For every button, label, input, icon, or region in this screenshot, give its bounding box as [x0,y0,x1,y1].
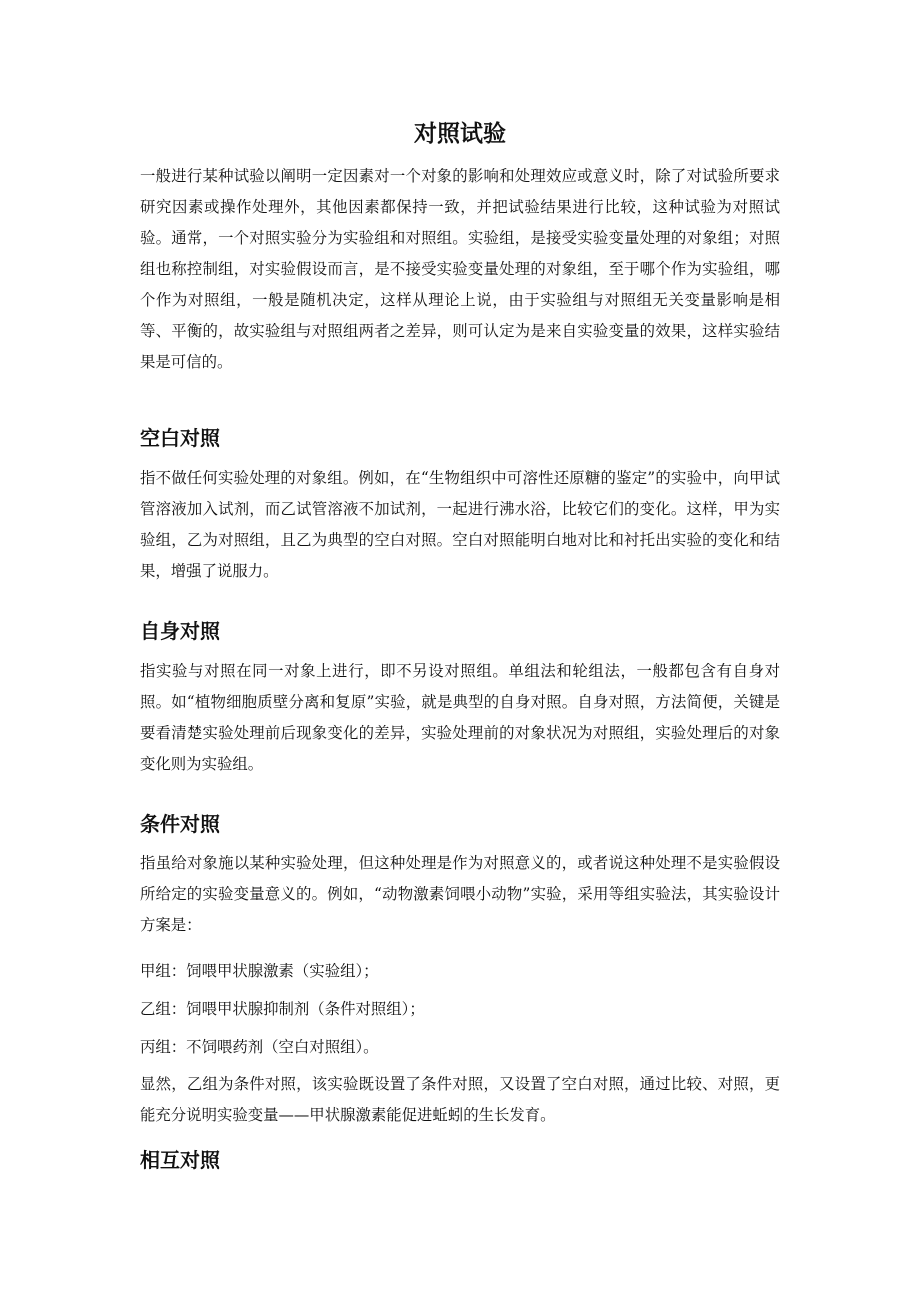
group-item-yi: 乙组：饲喂甲状腺抑制剂（条件对照组）； [140,1000,425,1018]
heading-self-control: 自身对照 [140,619,220,643]
intro-paragraph: 一般进行某种试验以阐明一定因素对一个对象的影响和处理效应或意义时，除了对试验所要求研究因素或操作处理外，其他因素都保持一致，并把试验结果进行比较，这种试验为对照试验。通常，一个对照实验分为实验组和对照组。实验组，是接受实验变量处理的对象组；对照组也称控制组，对实验假设而言，是不接受实验变量处理的对象组，至于哪个作为实验组，哪个作为对照组，一般是随机决定，这样从理论上说，由于实验组与对照组无关变量影响是相等、平衡的，故实验组与对照组两者之差异，则可认定为是来自实验变量的效果，这样实验结果是可信的。 [140,167,780,371]
group-item-jia: 甲组：饲喂甲状腺激素（实验组）； [140,962,379,980]
heading-blank-control: 空白对照 [140,426,220,450]
heading-mutual-control: 相互对照 [140,1148,220,1172]
heading-condition-control: 条件对照 [140,812,220,836]
condition-conclusion-paragraph: 显然，乙组为条件对照，该实验既设置了条件对照，又设置了空白对照，通过比较、对照，更能充分说明实验变量——甲状腺激素能促进蚯蚓的生长发育。 [140,1075,780,1124]
condition-control-paragraph: 指虽给对象施以某种实验处理，但这种处理是作为对照意义的，或者说这种处理不是实验假设所给定的实验变量意义的。例如，“动物激素饲喂小动物”实验，采用等组实验法，其实验设计方案是： [140,854,780,934]
self-control-paragraph: 指实验与对照在同一对象上进行，即不另设对照组。单组法和轮组法，一般都包含有自身对照。如“植物细胞质壁分离和复原”实验，就是典型的自身对照。自身对照，方法简便，关键是要看清楚实验处理前后现象变化的差异，实验处理前的对象状况为对照组，实验处理后的对象变化则为实验组。 [140,662,780,773]
blank-control-paragraph: 指不做任何实验处理的对象组。例如，在“生物组织中可溶性还原糖的鉴定”的实验中，向甲试管溶液加入试剂，而乙试管溶液不加试剂，一起进行沸水浴，比较它们的变化。这样，甲为实验组，乙为对照组，且乙为典型的空白对照。空白对照能明白地对比和衬托出实验的变化和结果，增强了说服力。 [140,469,780,580]
group-item-bing: 丙组：不饲喂药剂（空白对照组）。 [140,1038,379,1056]
document-title: 对照试验 [414,121,506,147]
